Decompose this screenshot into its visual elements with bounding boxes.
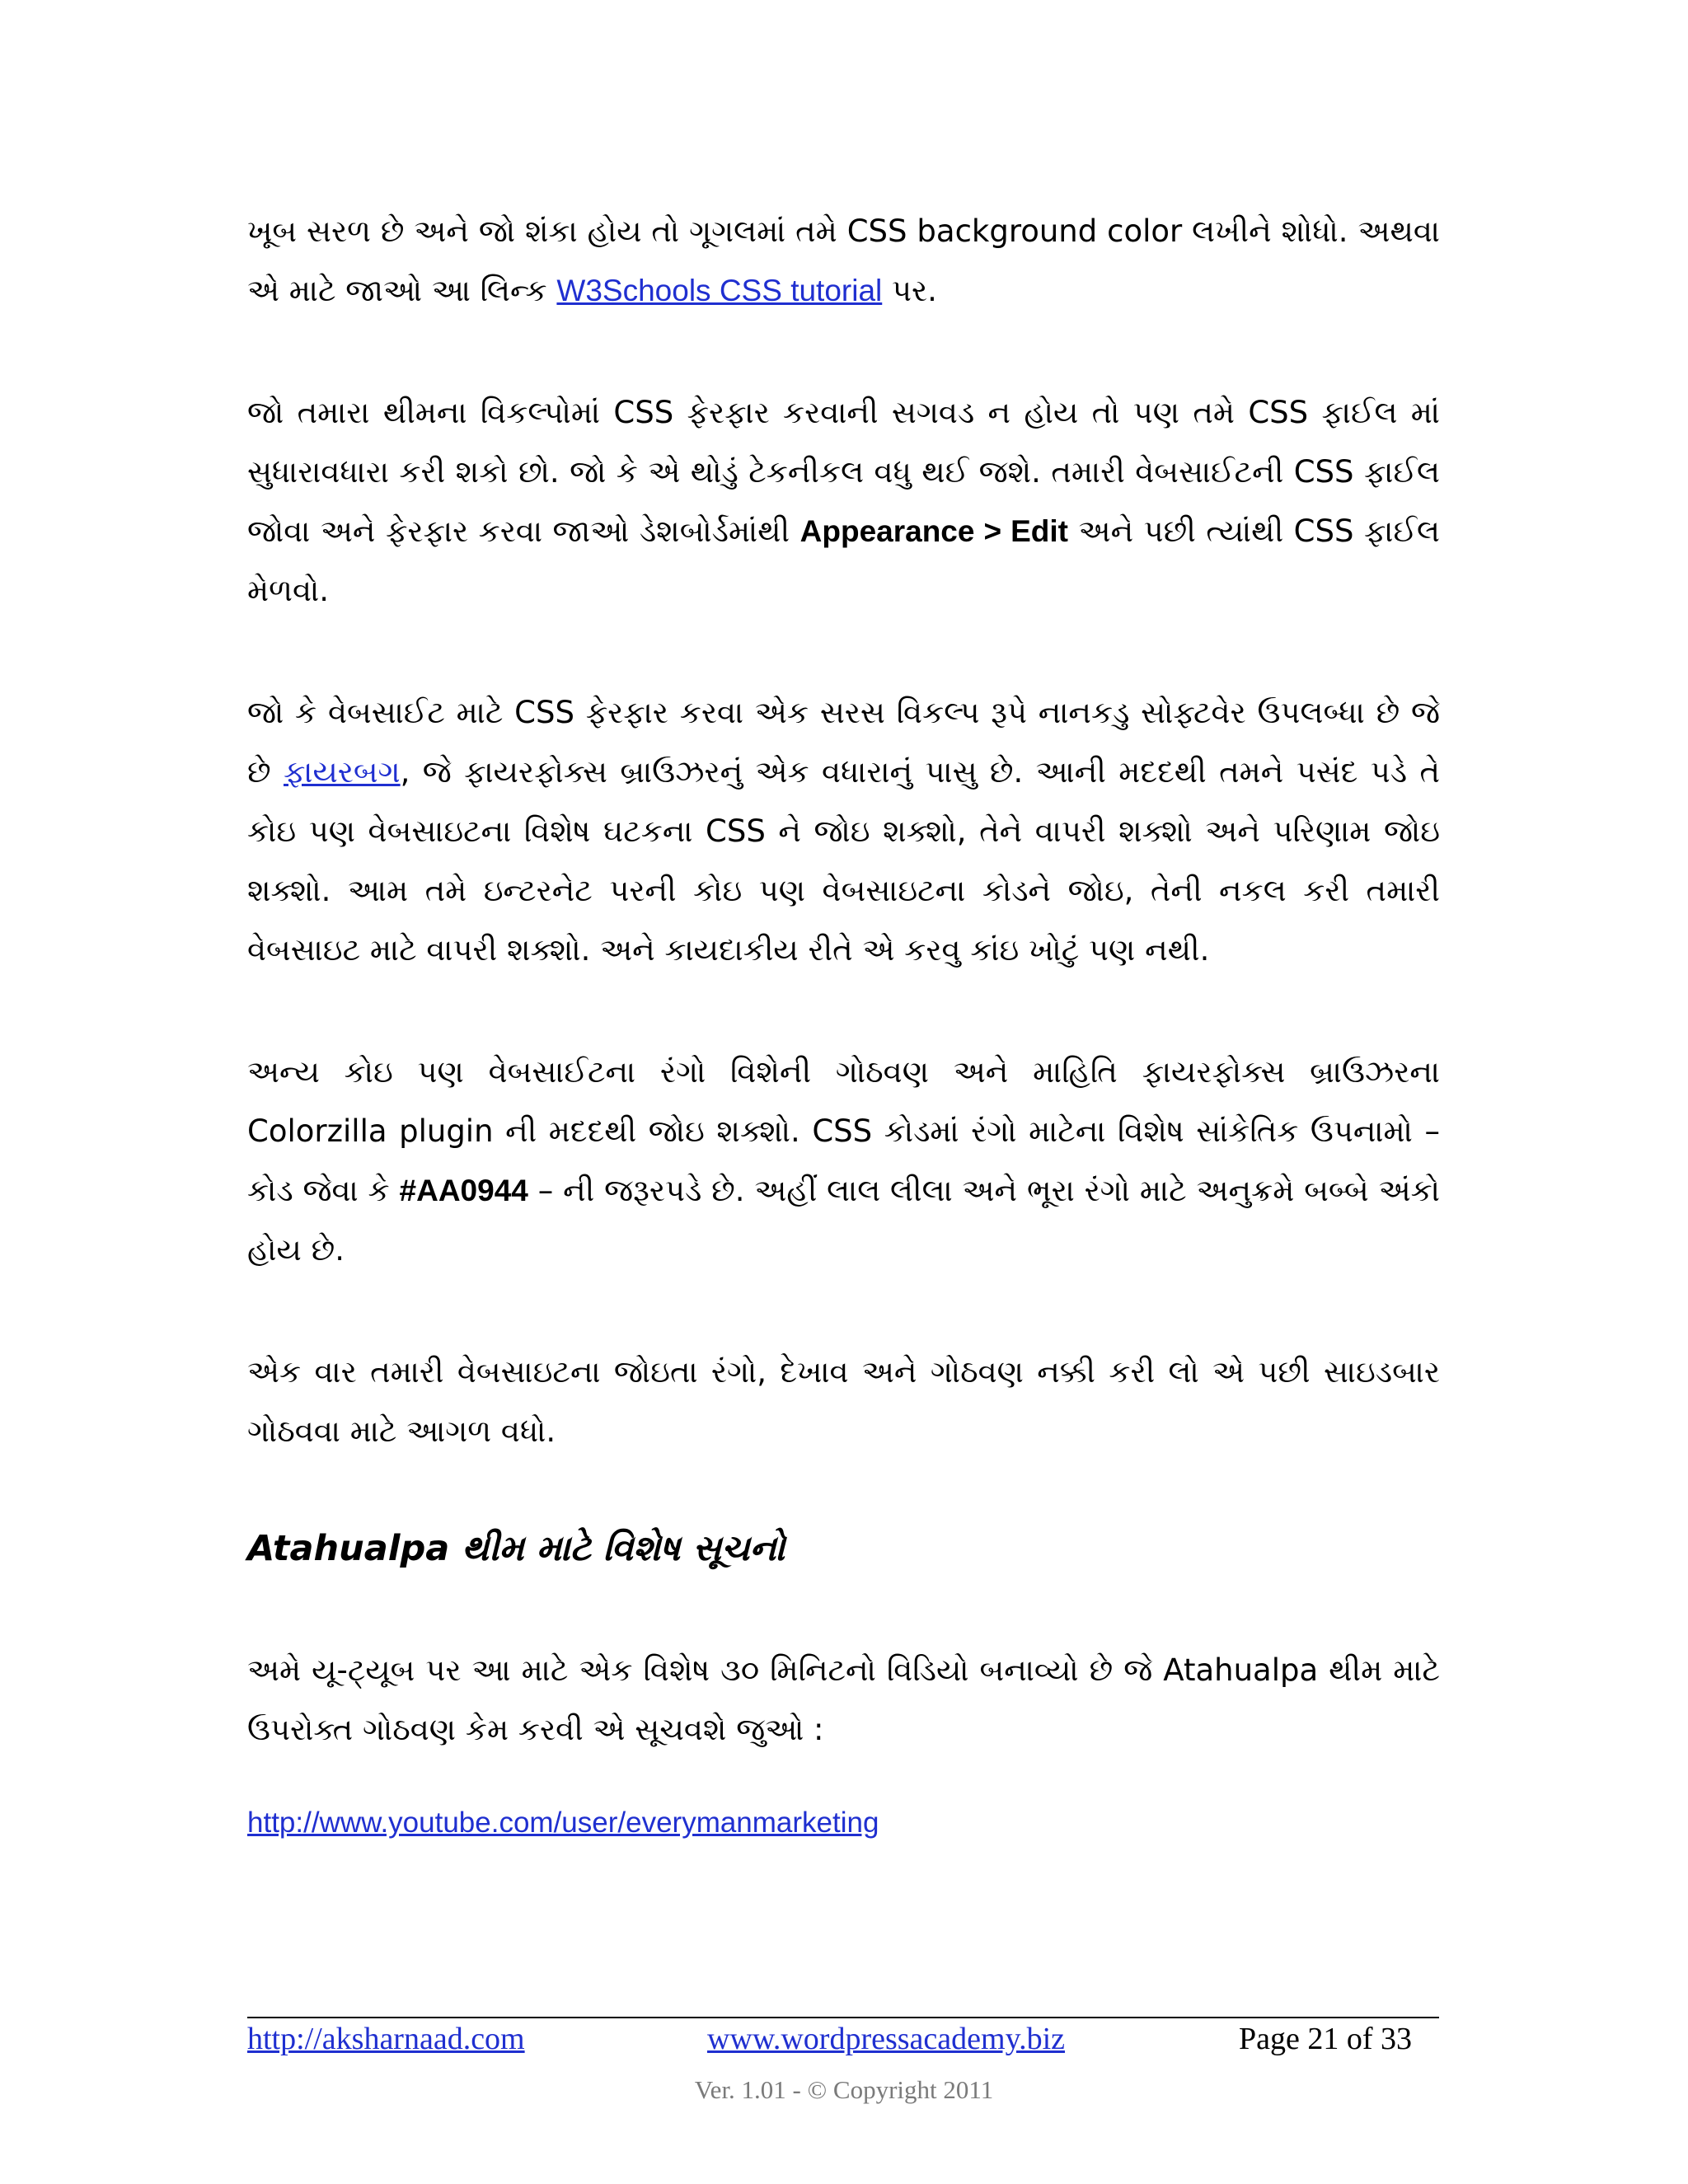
aksharnaad-link[interactable]: http://aksharnaad.com [247,2022,525,2056]
appearance-edit-path: Appearance > Edit [799,514,1069,548]
section-heading: Atahualpa થીમ માટે વિશેષ સૂચનો [247,1528,785,1569]
copyright-notice: Ver. 1.01 - © Copyright 2011 [694,2075,994,2104]
paragraph-youtube-video [247,1641,1440,1760]
youtube-url-line [247,1802,1440,1844]
paragraph-text: એક વાર તમારી વેબસાઇટના જોઇતા રંગો, દેખાવ અને ગોઠવણ નક્કી કરી લો એ પછી સાઇડબાર ગોઠવવા માટે આગળ વધો. [247,1354,1440,1449]
firebug-link[interactable]: ફાયરબગ [283,754,401,790]
paragraph-text: , જે ફાયરફોક્સ બ્રાઉઝરનું એક વધારાનું પાસુ છે. આની મદદથી તમને પસંદ પડે તે કોઇ પણ વેબસાઇટના વિશેષ ઘટકના CSS ને જોઇ શક્શો, તેને વાપરી શક્શો અને પરિણામ જોઇ શક્શો. આમ તમે ઇન્ટરનેટ પરની કોઇ પણ વેબસાઇટના કોડને જોઇ, તેની નકલ કરી તમારી વેબસાઇટ માટે વાપરી શક્શો. અને કાયદાકીય રીતે એ કરવુ કાંઇ ખોટું પણ નથી. [247,754,1440,968]
paragraph-sidebar-next [247,1343,1440,1461]
youtube-channel-link[interactable]: http://www.youtube.com/user/everymanmarketing [247,1807,879,1839]
paragraph-css-file-edit [247,383,1440,621]
paragraph-text: અમે યૂ-ટ્યૂબ પર આ માટે એક વિશેષ ૩૦ મિનિટનો વિડિયો બનાવ્યો છે જે Atahualpa થીમ માટે ઉપરોક્ત ગોઠવણ કેમ કરવી એ સૂચવશે જુઓ : [247,1652,1440,1747]
footer-divider [247,2017,1439,2018]
paragraph-firebug [247,683,1440,980]
w3schools-css-tutorial-link[interactable]: W3Schools CSS tutorial [556,274,883,307]
document-body [247,202,1440,1844]
paragraph-text: જો તમારા થીમના વિકલ્પોમાં CSS ફેરફાર કરવાની સગવડ ન હોય તો પણ તમે CSS ફાઈલ માં સુધારાવધારા કરી શકો છો. જો કે એ થોડું ટેકનીકલ વધુ થઈ જશે. તમારી વેબસાઈટની CSS ફાઈલ જોવા અને ફેરફાર કરવા જાઓ ડેશબોર્ડમાંથી [247,395,1440,549]
paragraph-css-background [247,202,1440,321]
paragraph-text: અને પછી ત્યાંથી CSS ફાઈલ મેળવો. [247,513,1441,608]
paragraph-text: અન્ય કોઇ પણ વેબસાઈટના રંગો વિશેની ગોઠવણ અને માહિતિ ફાયરફોક્સ બ્રાઉઝરના Colorzilla plugin ની મદદથી જોઇ શક્શો. CSS કોડમાં રંગો માટેના વિશેષ સાંકેતિક ઉપનામો – કોડ જેવા કે [247,1054,1440,1208]
paragraph-text: જો કે વેબસાઈટ માટે CSS ફેરફાર કરવા એક સરસ વિકલ્પ રૂપે નાનકડુ સોફ્ટવેર ઉપલબ્ધા છે જે છે [247,695,1440,790]
paragraph-text: ખૂબ સરળ છે અને જો શંકા હોય તો ગૂગલમાં તમે CSS background color લખીને શોધો. અથવા એ માટે જાઓ આ લિન્ક [247,213,1440,308]
page-number: Page 21 of 33 [1239,2022,1413,2056]
paragraph-colorzilla [247,1043,1440,1280]
page-footer [247,2021,1439,2062]
paragraph-text: પર. [882,273,937,308]
color-code-example: #AA0944 [399,1174,528,1207]
wordpressacademy-link[interactable]: www.wordpressacademy.biz [707,2022,1066,2056]
paragraph-text: – ની જરૂરપડે છે. અહીં લાલ લીલા અને ભૂરા રંગો માટે અનુક્રમે બબ્બે અંકો હોય છે. [247,1173,1440,1268]
